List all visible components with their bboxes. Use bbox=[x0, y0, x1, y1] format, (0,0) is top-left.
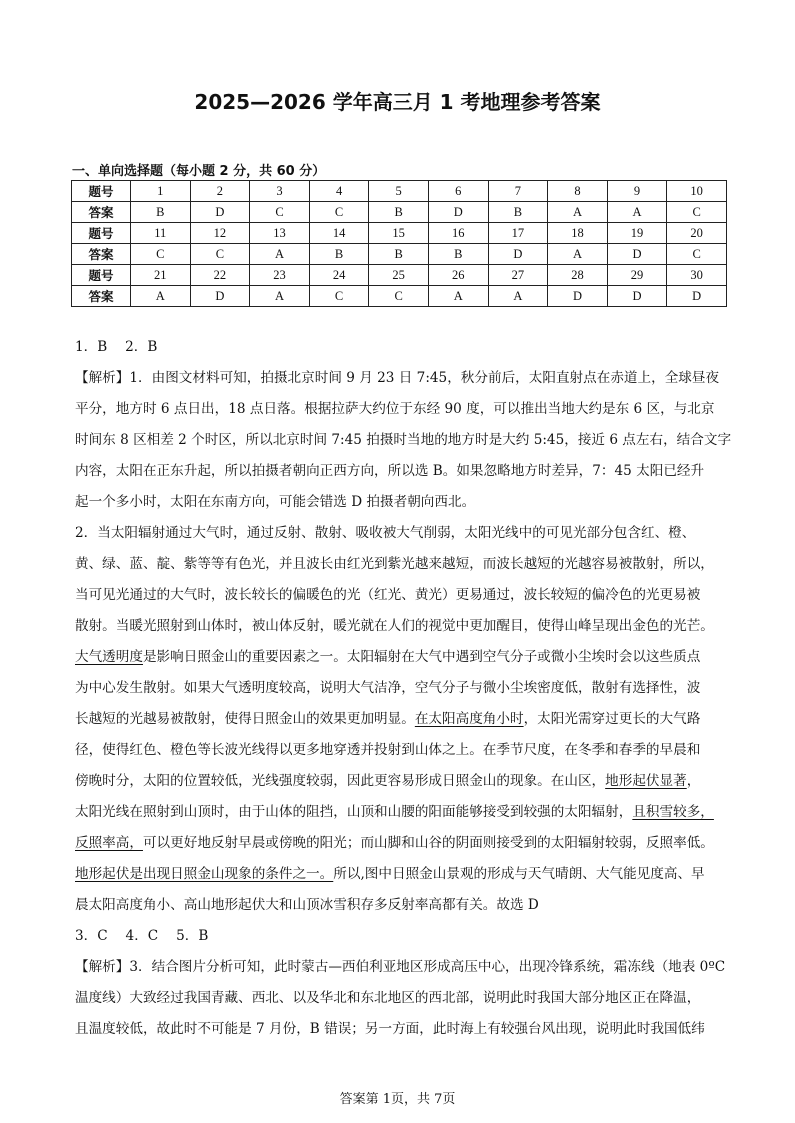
table-cell: 15 bbox=[369, 223, 429, 244]
paragraph-line: 当可见光通过的大气时，波长较长的偏暖色的光（红光、黄光）更易通过，波长较短的偏冷色的光更易被 bbox=[75, 587, 701, 603]
table-row bbox=[72, 265, 727, 286]
table-cell: 2 bbox=[190, 181, 250, 202]
table-cell: 22 bbox=[190, 265, 250, 286]
section-heading: 一、单向选择题（每小题 2 分，共 60 分） bbox=[72, 164, 326, 179]
row-label: 题号 bbox=[72, 265, 131, 286]
table-cell: C bbox=[190, 244, 250, 265]
table-cell: 6 bbox=[428, 181, 488, 202]
table-cell: A bbox=[607, 202, 667, 223]
table-cell: D bbox=[607, 286, 667, 307]
table-cell: D bbox=[607, 244, 667, 265]
table-cell: B bbox=[488, 202, 548, 223]
paragraph-line: 内容，太阳在正东升起，所以拍摄者朝向正西方向，所以选 B。如果忽略地方时差异，7：45 太阳已经升 bbox=[75, 463, 705, 479]
table-cell: 18 bbox=[548, 223, 608, 244]
text-span: 长越短的光越易被散射，使得日照金山的效果更加明显。 bbox=[75, 711, 415, 727]
table-cell: 25 bbox=[369, 265, 429, 286]
table-cell: C bbox=[667, 244, 727, 265]
underlined-text: 地形起伏显著 bbox=[605, 773, 687, 789]
row-label: 答案 bbox=[72, 244, 131, 265]
table-cell: A bbox=[428, 286, 488, 307]
table-cell: D bbox=[190, 202, 250, 223]
underlined-text: 反照率高， bbox=[75, 835, 143, 851]
table-row bbox=[72, 223, 727, 244]
table-cell: 27 bbox=[488, 265, 548, 286]
table-cell: B bbox=[369, 244, 429, 265]
table-cell: D bbox=[428, 202, 488, 223]
paragraph-line bbox=[75, 771, 725, 791]
answer-table bbox=[71, 180, 727, 307]
table-cell: C bbox=[250, 202, 310, 223]
table-cell: 16 bbox=[428, 223, 488, 244]
table-cell: A bbox=[548, 202, 608, 223]
paragraph-line: 且温度较低，故此时不可能是 7 月份，B 错误；另一方面，此时海上有较强台风出现，说明此时我国低纬 bbox=[75, 1021, 705, 1037]
paragraph-line: 散射。当暖光照射到山体时，被山体反射，暖光就在人们的视觉中更加醒目，使得山峰呈现出金色的光芒。 bbox=[75, 618, 714, 634]
table-cell: 5 bbox=[369, 181, 429, 202]
table-row bbox=[72, 286, 727, 307]
table-row bbox=[72, 202, 727, 223]
table-cell: A bbox=[548, 244, 608, 265]
paragraph-line: 起一个多小时，太阳在东南方向，可能会错选 D 拍摄者朝向西北。 bbox=[75, 494, 476, 510]
table-cell: 24 bbox=[309, 265, 369, 286]
row-label: 题号 bbox=[72, 181, 131, 202]
text-span: 是影响日照金山的重要因素之一。太阳辐射在大气中遇到空气分子或微小尘埃时会以这些质点 bbox=[142, 649, 701, 665]
table-cell: 28 bbox=[548, 265, 608, 286]
table-cell: 19 bbox=[607, 223, 667, 244]
table-cell: B bbox=[369, 202, 429, 223]
paragraph-line: 【解析】1．由图文材料可知，拍摄北京时间 9 月 23 日 7:45，秋分前后，太阳直射点在赤道上，全球昼夜 bbox=[75, 370, 720, 386]
table-cell: 21 bbox=[131, 265, 191, 286]
table-cell: B bbox=[309, 244, 369, 265]
paragraph-line: 温度线）大致经过我国青藏、西北、以及华北和东北地区的西北部，说明此时我国大部分地区正在降温， bbox=[75, 990, 701, 1006]
table-cell: C bbox=[369, 286, 429, 307]
table-cell: A bbox=[250, 286, 310, 307]
page-title: 2025—2026 学年高三月 1 考地理参考答案 bbox=[194, 90, 601, 114]
page-footer: 答案第 1页，共 7页 bbox=[339, 1092, 456, 1107]
paragraph-line: 【解析】3．结合图片分析可知，此时蒙古—西伯利亚地区形成高压中心，出现冷锋系统，霜冻线（地表 0ºC bbox=[75, 959, 726, 975]
paragraph-line: 2．当太阳辐射通过大气时，通过反射、散射、吸收被大气削弱，太阳光线中的可见光部分包含红、橙、 bbox=[75, 525, 696, 541]
table-cell: 30 bbox=[667, 265, 727, 286]
answer-1-2: 1．B 2．B bbox=[75, 339, 158, 355]
table-cell: C bbox=[131, 244, 191, 265]
table-cell: A bbox=[250, 244, 310, 265]
text-span: ，太阳光需穿过更长的大气路 bbox=[523, 711, 701, 727]
paragraph-line bbox=[75, 802, 725, 822]
paragraph-line: 为中心发生散射。如果大气透明度较高，说明大气洁净，空气分子与微小尘埃密度低，散射有选择性，波 bbox=[75, 680, 701, 696]
paragraph-line bbox=[75, 833, 725, 853]
table-cell: D bbox=[548, 286, 608, 307]
table-cell: B bbox=[428, 244, 488, 265]
paragraph-line: 径，使得红色、橙色等长波光线得以更多地穿透并投射到山体之上。在季节尺度，在冬季和春季的早晨和 bbox=[75, 742, 701, 758]
table-cell: C bbox=[309, 202, 369, 223]
paragraph-line bbox=[75, 864, 725, 884]
table-cell: 17 bbox=[488, 223, 548, 244]
table-cell: 8 bbox=[548, 181, 608, 202]
table-cell: 4 bbox=[309, 181, 369, 202]
answer-3-5: 3．C 4．C 5．B bbox=[75, 928, 209, 944]
row-label: 题号 bbox=[72, 223, 131, 244]
underlined-text: 大气透明度 bbox=[75, 649, 143, 665]
table-cell: D bbox=[190, 286, 250, 307]
table-cell: 7 bbox=[488, 181, 548, 202]
table-cell: 23 bbox=[250, 265, 310, 286]
table-cell: 20 bbox=[667, 223, 727, 244]
table-cell: 29 bbox=[607, 265, 667, 286]
paragraph-line bbox=[75, 647, 725, 667]
row-label: 答案 bbox=[72, 286, 131, 307]
paragraph-line: 平分，地方时 6 点日出，18 点日落。根据拉萨大约位于东经 90 度，可以推出当地大约是东 6 区，与北京 bbox=[75, 401, 715, 417]
table-cell: A bbox=[488, 286, 548, 307]
text-span: 傍晚时分，太阳的位置较低，光线强度较弱，因此更容易形成日照金山的现象。在山区， bbox=[75, 773, 606, 789]
text-span: 所以,图中日照金山景观的形成与天气晴朗、大气能见度高、早 bbox=[333, 866, 705, 882]
paragraph-line: 时间东 8 区相差 2 个时区，所以北京时间 7:45 拍摄时当地的地方时是大约 5:45，接近 6 点左右，结合文字 bbox=[75, 432, 732, 448]
paragraph-line: 黄、绿、蓝、靛、紫等等有色光，并且波长由红光到紫光越来越短，而波长越短的光越容易被散射，所以， bbox=[75, 556, 714, 572]
table-cell: C bbox=[309, 286, 369, 307]
paragraph-line: 晨太阳高度角小、高山地形起伏大和山顶冰雪积存多反射率高都有关。故选 D bbox=[75, 897, 539, 913]
underlined-text: 且积雪较多， bbox=[632, 804, 714, 820]
table-cell: A bbox=[131, 286, 191, 307]
text-span: 可以更好地反射早晨或傍晚的阳光；而山脚和山谷的阴面则接受到的太阳辐射较弱，反照率低。 bbox=[142, 835, 714, 851]
table-cell: 9 bbox=[607, 181, 667, 202]
table-cell: 13 bbox=[250, 223, 310, 244]
paragraph-line bbox=[75, 709, 725, 729]
row-label: 答案 bbox=[72, 202, 131, 223]
table-cell: C bbox=[667, 202, 727, 223]
table-row bbox=[72, 181, 727, 202]
table-row bbox=[72, 244, 727, 265]
table-cell: 3 bbox=[250, 181, 310, 202]
table-cell: D bbox=[488, 244, 548, 265]
table-cell: 1 bbox=[131, 181, 191, 202]
underlined-text: 地形起伏是出现日照金山现象的条件之一。 bbox=[75, 866, 334, 882]
table-cell: 14 bbox=[309, 223, 369, 244]
text-span: 太阳光线在照射到山顶时，由于山体的阻挡，山顶和山腰的阳面能够接受到较强的太阳辐射， bbox=[75, 804, 633, 820]
table-cell: B bbox=[131, 202, 191, 223]
text-span: ， bbox=[686, 773, 701, 789]
table-cell: D bbox=[667, 286, 727, 307]
table-cell: 10 bbox=[667, 181, 727, 202]
table-cell: 26 bbox=[428, 265, 488, 286]
underlined-text: 在太阳高度角小时 bbox=[414, 711, 524, 727]
table-cell: 11 bbox=[131, 223, 191, 244]
table-cell: 12 bbox=[190, 223, 250, 244]
